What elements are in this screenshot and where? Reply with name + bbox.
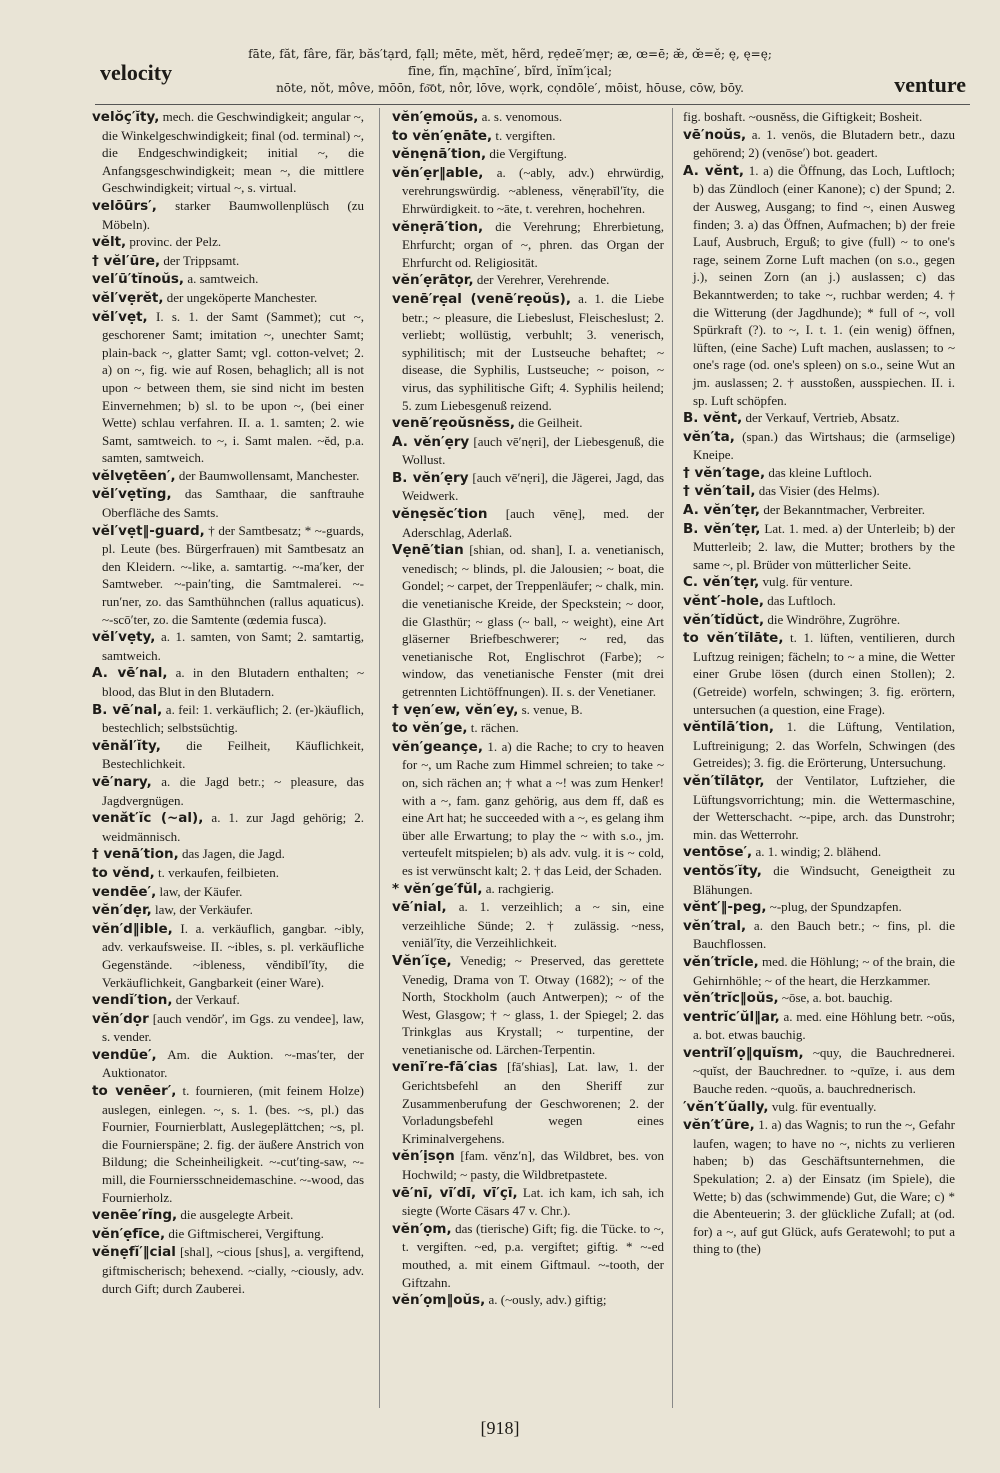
dictionary-entry [92, 883, 364, 902]
dictionary-entry [683, 520, 955, 574]
headword: vĕn′ẹr‖able, [392, 164, 484, 181]
dictionary-entry [683, 464, 955, 483]
definition-text: die Vergiftung. [489, 146, 567, 162]
headword: vĕnt′-hole, [683, 593, 764, 610]
headword: † vĕl′ūre, [92, 252, 161, 269]
definition-text: 1. die Lüftung, Ventilation, Luftreinigung; 2. das Worfeln, Schwingen (des Getreides); 3. fig. die Erörterung, Untersuchung. [693, 719, 955, 771]
definition-text: [shian, od. shan], I. a. venetianisch, venedisch; ~ blinds, pl. die Jalousien; ~ boat, die Gondel; ~ carpet, der Treppenläufer; ~ chalk, min. die venetianische Kreide, der Speckstein; ~ door, die Glasthür; ~ glass (~ ball, ~ weight), eine Art gläserner Briefbeschwerer; ~ red, das venetianische Rot, Englischrot (Farbe); ~ window, das venetianische Fenster (mit drei getrennten Lichtöffnungen). II. s. der Venetianer. [402, 542, 664, 699]
definition-text: ~-plug, der Spundzapfen. [769, 899, 902, 915]
definition-text: I. s. 1. der Samt (Sammet); cut ~, geschorener Samt; imitation ~, unechter Samt; plain-back ~, glatter Samt; vgl. cotton-velvet; 2. a) on ~, fig. wie auf Rosen, behaglich; all is not upon ~ between them, sie sind nicht im besten Einvernehmen; b) sl. to be upon ~, (bei einer Wette) schlau verfahren. II. a. 1. samten; 2. wie Samt, samtweich. to ~, i. Samt malen. ~ĕd, p.a. samten, samtweich. [102, 308, 364, 466]
headword: * vĕn′ge′fŭl, [392, 880, 483, 897]
definition-text: vulg. für eventually. [771, 1098, 877, 1114]
headword: B. vē′nal, [92, 701, 163, 718]
headword: vĕnẹfĭ′‖cial [92, 1244, 176, 1261]
definition-text: a. 1. windig; 2. blähend. [755, 844, 882, 860]
dictionary-entry [683, 1116, 955, 1258]
dictionary-entry [683, 162, 955, 409]
headword: vĕnẹsĕc′tion [392, 506, 488, 523]
dictionary-entry [92, 845, 364, 864]
headword: vē′noŭs, [683, 126, 747, 143]
definition-text: das Samthaar, die sanftrauhe Oberfläche des Samts. [102, 486, 364, 521]
headword: vĕn′trĭcle, [683, 953, 759, 970]
headword: vĕn′ẹfīce, [92, 1225, 166, 1242]
definition-text: (span.) das Wirtshaus; die (armselige) Kneipe. [693, 428, 955, 463]
dictionary-entry [392, 1184, 664, 1220]
headword: venī′re-fā′cias [392, 1059, 498, 1076]
headword: Vẹnē′tian [392, 542, 464, 559]
headword: vĕnt′‖-peg, [683, 899, 767, 916]
definition-text: das Luftloch. [767, 593, 836, 609]
definition-text: s. venue, B. [521, 701, 583, 717]
headword: vĕn′dẹr, [92, 902, 152, 919]
definition-text: die ausgelegte Arbeit. [180, 1207, 294, 1223]
definition-text: fig. boshaft. ~ousnĕss, die Giftigkeit; Bosheit. [683, 109, 923, 124]
definition-text: a. in den Blutadern enthalten; ~ blood, das Blut in den Blutadern. [102, 665, 364, 699]
headword: A. vē′nal, [92, 665, 168, 682]
definition-text: a. (~ously, adv.) giftig; [488, 1292, 607, 1308]
definition-text: a. 1. die Liebe betr.; ~ pleasure, die Liebeslust, Fleischeslust; 2. verliebt; wollüstig, verbuhlt; 3. venerisch, syphilitisch; mit der Lustseuche behaftet; ~ disease, die Syphilis, Lustseuche; ~ poison, ~ virus, das syphilitische Gift; 4. Syphilis heilend; 5. zum Liebesgenuß reizend. [402, 290, 664, 413]
dictionary-entry [92, 252, 364, 271]
dictionary-entry [683, 718, 955, 772]
headword: velŏç′ĭty, [92, 109, 160, 125]
definition-text: † der Samtbesatz; * ~-guards, pl. Leute (bes. Bürgerfrauen) mit Samtbesatz an den Kleidern. ~-like, a. samtartig. ~-ma′ker, der Samtweber. ~-pain′ting, die Samtmalerei. ~-run′ner, zo. das Samthühnchen (rallus aquaticus). ~-scō′ter, zo. die Samtente (œdemia fusca). [102, 522, 364, 627]
headword: vĕnẹnā′tion, [392, 146, 487, 163]
definition-text: die Windsucht, Geneigtheit zu Blähungen. [693, 862, 955, 897]
definition-text: das Visier (des Helms). [758, 483, 880, 499]
headword: A. vĕnt, [683, 162, 745, 179]
headword: vĕl′vẹrĕt, [92, 289, 164, 306]
definition-text: der Verehrer, Verehrende. [476, 272, 610, 288]
definition-text: [auch vē′nẹri], der Liebesgenuß, die Wollust. [402, 433, 664, 468]
pronunciation-key-line: fāte, făt, fâre, fär, băs′tạrd, fạll; mēte, mĕt, hẽrd, rẹdeē′mẹr; æ, œ=ē; æ̆, œ̆=ĕ; ę, ę=ę; [248, 47, 772, 61]
definition-text: 1. a) die Rache; to cry to heaven for ~, um Rache zum Himmel schreien; to take ~ on, sich rächen an; † what a ~! was zum Henker! with a ~, fam. ganz gehörig, aus dem ff, daß es eine Art hat; he succeeded with a ~, es gelang ihm über alle Erwartung; to play the ~ with s.o., jm. verteufelt mitspielen; b) als adv. vulg. it is ~ cold, es ist verwünscht kalt; 2. † das Leid, der Schaden. [402, 738, 664, 878]
definition-text: t. vergiften. [495, 127, 556, 143]
headword: vĕl′vẹt, [92, 308, 148, 325]
dictionary-entry [92, 628, 364, 664]
dictionary-entry [683, 409, 955, 428]
dictionary-entry [392, 898, 664, 952]
headword: vē′nī, vī′dī, vī′çī, [392, 1184, 518, 1201]
header-rule [95, 104, 970, 105]
definition-text: die Windröhre, Zugröhre. [767, 611, 901, 627]
column-divider [379, 108, 380, 1408]
headword: † venā′tion, [92, 846, 179, 863]
definition-text: [shal], ~cious [shus], a. vergiftend, giftmischerisch; behexend. ~cially, ~ciously, adv. durch Gift; durch Zauberei. [102, 1244, 364, 1296]
page-number: [918] [480, 1418, 520, 1438]
dictionary-entry [683, 843, 955, 862]
dictionary-entry [92, 1082, 364, 1206]
headword: B. vĕn′tẹr, [683, 520, 761, 537]
headword: vĕlvẹtēen′, [92, 467, 176, 484]
definition-text: vulg. für venture. [762, 574, 853, 590]
headword: venē′rẹal (venē′rẹoŭs), [392, 290, 571, 307]
definition-text: a. (~ably, adv.) ehrwürdig, verehrungswürdig. ~ableness, vĕnẹrabĭl′ĭty, die Ehrwürdigkeit. to ~āte, t. verehren, hochehren. [402, 164, 664, 216]
definition-text: die Verehrung; Ehrerbietung, Ehrfurcht; organ of ~, phren. das Organ der Ehrfurcht od. Religiosität. [402, 218, 664, 270]
definition-text: die Feilheit, Käuflichkeit, Bestechlichkeit. [102, 737, 364, 772]
headword: A. vĕn′tẹr, [683, 502, 761, 519]
dictionary-entry [683, 611, 955, 630]
dictionary-entry [683, 862, 955, 898]
definition-text: starker Baumwollenplüsch (zu Möbeln). [102, 197, 364, 232]
dictionary-entry [683, 898, 955, 917]
headword: venēe′rĭng, [92, 1207, 178, 1224]
headword: vĕn′tĭdŭct, [683, 611, 765, 628]
definition-text: I. a. verkäuflich, gangbar. ~ibly, adv. verkaufsweise. II. ~ibles, s. pl. verkäufliche Gegenstände. ~ibleness, vĕndibĭl′ĭty, die Verkäuflichkeit, Gangbarkeit (einer Ware). [102, 920, 364, 990]
definition-text: a. 1. samten, von Samt; 2. samtartig, samtweich. [102, 629, 364, 663]
definition-text: a. feil: 1. verkäuflich; 2. (er-)käuflich, bestechlich; selbstsüchtig. [102, 701, 364, 736]
dictionary-entry [92, 1206, 364, 1225]
dictionary-entry [392, 719, 664, 738]
definition-text: 1. a) das Wagnis; to run the ~, Gefahr laufen, wagen; to have no ~, nichts zu verlieren haben; b) das Geschäftsunternehmen, die Spekulation; 2. a) der Einsatz (im Spiele), die Wette; b) das (schwimmende) Gut, die Ware; c) * die Abenteuerin; 3. der glückliche Zufall; at (od. for) a ~, auf gut Glück, aufs Geratewohl; to put a thing to (the) [693, 1117, 955, 1257]
definition-text: t. rächen. [470, 720, 519, 736]
dictionary-entry [392, 271, 664, 290]
headword: vendēe′, [92, 883, 157, 900]
headword: ventrĭc′ŭl‖ar, [683, 1008, 780, 1025]
definition-text: das (tierische) Gift; fig. die Tücke. to ~, t. vergiften. ~ed, p.a. vergiftet; giftig. * ~-ed mouthed, a. mit einem Giftmaul. ~-tooth, der Giftzahn. [402, 1220, 664, 1290]
definition-text: a. die Jagd betr.; ~ pleasure, das Jagdvergnügen. [102, 773, 364, 808]
dictionary-entry [392, 290, 664, 414]
definition-text: [auch vendŏr′, im Ggs. zu vendee], law, s. vender. [102, 1010, 364, 1045]
definition-text: provinc. der Pelz. [129, 234, 222, 250]
column-3 [683, 108, 955, 1408]
dictionary-entry [392, 1220, 664, 1291]
headword: vĕn′geançe, [392, 738, 483, 755]
pronunciation-key [230, 46, 790, 97]
definition-text: Lat. 1. med. a) der Unterleib; b) der Mutterleib; 2. law, die Mutter; brothers by the same ~, pl. Brüder von mütterlicher Seite. [693, 520, 955, 572]
dictionary-entry [392, 880, 664, 899]
column-1 [92, 108, 364, 1408]
headword: vĕn′tĭlātọr, [683, 772, 765, 789]
dictionary-entry [683, 428, 955, 464]
dictionary-entry [683, 953, 955, 989]
definition-text: Lat. ich kam, ich sah, ich siegte (Worte Cäsars 47 v. Chr.). [402, 1184, 664, 1219]
definition-text: der Verkauf, Vertrieb, Absatz. [745, 410, 900, 426]
headword: B. vĕnt, [683, 410, 743, 427]
definition-text: ~ōse, a. bot. bauchig. [781, 990, 893, 1006]
dictionary-entry [92, 108, 364, 197]
headword: vĕn′ịsọn [392, 1148, 455, 1165]
definition-text: der Ventilator, Luftzieher, die Lüftungsvorrichtung; min. die Wettermaschine, der Wetterschacht. ~-pipe, arch. das Dunstrohr; min. das Wetterrohr. [693, 772, 955, 842]
definition-text: a. med. eine Höhlung betr. ~oŭs, a. bot. etwas bauchig. [693, 1008, 955, 1043]
definition-text: das kleine Luftloch. [768, 464, 872, 480]
headword: vĕl′vẹtĭng, [92, 486, 172, 503]
headword: to vĕn′ge, [392, 720, 468, 737]
pronunciation-key-line: fīne, fĭn, mạchīne′, bĩrd, ĭnĭm′ịcal; [407, 64, 613, 78]
dictionary-entry [92, 467, 364, 486]
dictionary-entry [92, 901, 364, 920]
headword: vĕn′t′ūre, [683, 1117, 755, 1134]
dictionary-entry [92, 991, 364, 1010]
dictionary-entry [683, 1008, 955, 1044]
headword: vĕn′d‖ible, [92, 920, 173, 937]
definition-text: mech. die Geschwindigkeit; angular ~, die Winkelgeschwindigkeit; final (od. terminal) ~, die Endgeschwindigkeit; initial ~, die Anfangsgeschwindigkeit; mean ~, die mittlere Geschwindigkeit; virtual ~, s. virtual. [102, 109, 364, 196]
definition-text: Venedig; ~ Preserved, das gerettete Venedig, Drama von T. Otway (1682); ~ of the North, Stockholm (auch Antwerpen); ~ of the West, Glasgow; † ~ glass, 1. der Spiegel; 2. das Trinkglas aus Krystall; ~ turpentine, der venetianische od. Lärchen-Terpentin. [402, 952, 664, 1057]
headword: ventŏs′ĭty, [683, 862, 762, 879]
dictionary-entry [92, 773, 364, 809]
definition-text: der Trippsamt. [163, 252, 240, 268]
headword: to vĕn′tĭlāte, [683, 630, 784, 647]
dictionary-entry [392, 738, 664, 880]
dictionary-entry [392, 218, 664, 272]
headword: venăt′ĭc (~al), [92, 810, 204, 827]
headword: velōūrs′, [92, 197, 157, 214]
dictionary-entry [92, 809, 364, 845]
dictionary-entry [92, 1243, 364, 1297]
headword: vē′nial, [392, 899, 447, 916]
dictionary-entry [92, 1046, 364, 1082]
definition-text: a. samtweich. [187, 271, 259, 287]
headword: vendĭ′tion, [92, 992, 173, 1009]
definition-text: der Bekanntmacher, Verbreiter. [763, 502, 925, 518]
headword: vĕn′ẹrātọr, [392, 272, 474, 289]
headword: vĕn′ta, [683, 428, 735, 445]
dictionary-entry [683, 501, 955, 520]
dictionary-entry [392, 1147, 664, 1183]
left-guide-word: velocity [100, 60, 173, 85]
dictionary-entry [92, 864, 364, 883]
dictionary-entry [683, 772, 955, 843]
dictionary-entry [683, 1098, 955, 1117]
headword: vĕn′ọm, [392, 1220, 452, 1237]
headword: to venēer′, [92, 1083, 177, 1100]
dictionary-entry [92, 737, 364, 773]
headword: vĕnẹrā′tion, [392, 218, 484, 235]
dictionary-entry [392, 505, 664, 541]
dictionary-entry [392, 952, 664, 1059]
dictionary-entry [92, 233, 364, 252]
dictionary-entry [392, 127, 664, 146]
dictionary-entry [92, 1225, 364, 1244]
definition-text: a. s. venomous. [481, 109, 563, 124]
dictionary-entry [92, 308, 364, 467]
headword: vĕn′tral, [683, 917, 747, 934]
definition-text: [auch vē′nẹri], die Jägerei, Jagd, das Weidwerk. [402, 469, 664, 504]
definition-text: a. rachgierig. [485, 880, 554, 896]
headword: vĕl′vẹt‖-guard, [92, 522, 205, 539]
headword: C. vĕn′tẹr, [683, 574, 760, 591]
headword: † vẹn′ew, vĕn′ey, [392, 701, 519, 718]
headword: vĕntĭlā′tion, [683, 719, 775, 736]
dictionary-entry [683, 592, 955, 611]
headword: vel′ū′tĭnoŭs, [92, 271, 185, 288]
headword: vē′nary, [92, 773, 152, 790]
headword: B. vĕn′ẹry [392, 469, 469, 486]
headword: vĕl′vẹty, [92, 629, 156, 646]
dictionary-entry [683, 573, 955, 592]
dictionary-entry [92, 522, 364, 629]
pronunciation-key-line: nōte, nŏt, môve, mōōn, fo͝ot, nôr, lōve, wọrk, cọndōle′, mōist, hōuse, cōw, bōy. [276, 81, 744, 95]
definition-text: die Geilheit. [518, 415, 583, 431]
dictionary-entry [392, 1291, 664, 1310]
dictionary-entry [92, 920, 364, 991]
definition-text: das Jagen, die Jagd. [182, 846, 285, 862]
headword: Vĕn′ĭçe, [392, 952, 452, 969]
headword: ventrĭl′ọ‖quĭsm, [683, 1044, 804, 1061]
definition-text: [fam. vĕnz′n], das Wildbret, bes. von Hochwild; ~ pasty, die Wildbretpastete. [402, 1148, 664, 1183]
definition-text: a. 1. verzeihlich; a ~ sin, eine verzeihliche Sünde; 2. † zulässig. ~ness, veniăl′ĭty, die Verzeihlichkeit. [402, 899, 664, 951]
dictionary-entry [392, 1058, 664, 1147]
dictionary-entry [92, 485, 364, 521]
headword: vĕn′ọm‖oŭs, [392, 1292, 486, 1309]
dictionary-entry [683, 1044, 955, 1098]
dictionary-entry [683, 126, 955, 162]
definition-text: med. die Höhlung; ~ of the brain, die Gehirnhöhle; ~ of the heart, die Herzkammer. [693, 953, 955, 988]
dictionary-entry [392, 701, 664, 720]
dictionary-entry [392, 414, 664, 433]
definition-text: law, der Käufer. [159, 883, 243, 899]
definition-text: t. fournieren, (mit feinem Holze) auslegen, einlegen. ~, s. 1. (bes. ~s, pl.) das Fournier, Fournierblatt, Auslegeplättchen; ~s, pl. die Fournierspäne; 2. fig. der äußere Anstrich von Bildung; die Scheinheiligkeit. ~-cut′ting-saw, ~-mill, die Fourniersschneidemaschine. ~-wood, das Fournierholz. [102, 1083, 364, 1205]
headword: † vĕn′tage, [683, 464, 766, 481]
dictionary-entry [392, 541, 664, 700]
definition-text: die Giftmischerei, Vergiftung. [168, 1225, 324, 1241]
dictionary-entry [392, 145, 664, 164]
definition-text: law, der Verkäufer. [155, 902, 253, 918]
dictionary-entry [92, 289, 364, 308]
headword: ′vĕn′t′ŭally, [683, 1098, 769, 1115]
definition-text: t. 1. lüften, ventilieren, durch Luftzug reinigen; fächeln; to ~ a mine, die Wetter einer Grube lösen (durch einen Stollen); 2. (Getreide) worfeln, schwingen; 3. fig. erörtern, untersuchen (a question, eine Frage). [693, 630, 955, 717]
column-divider [672, 108, 673, 1408]
definition-text: [fā′shias], Lat. law, 1. der Gerichtsbefehl an den Sheriff zur Zusammenberufung der Geschworenen; 2. der Vorladungsbefehl wegen eines Kriminalvergehens. [402, 1059, 664, 1146]
right-guide-word: venture [894, 72, 966, 97]
headword: vĕlt, [92, 234, 127, 251]
dictionary-entry [92, 197, 364, 233]
headword: vēnăl′ĭty, [92, 737, 161, 754]
definition-text: a. den Bauch betr.; ~ fins, pl. die Bauchflossen. [693, 917, 955, 952]
dictionary-entry [683, 482, 955, 501]
definition-text: der Baumwollensamt, Manchester. [178, 467, 360, 483]
headword: to vĕn′ẹnāte, [392, 127, 493, 144]
dictionary-entry [683, 917, 955, 953]
column-2 [392, 108, 664, 1408]
dictionary-entry [683, 989, 955, 1008]
headword: vendūe′, [92, 1046, 157, 1063]
definition-text: ~quy, die Bauchrednerei. ~quĭst, der Bauchredner. to ~quīze, i. aus dem Bauche reden. ~quoŭs, a. bauchrednerisch. [693, 1044, 955, 1097]
dictionary-entry [392, 433, 664, 469]
headword: venē′rẹoŭsnĕss, [392, 415, 515, 432]
headword: ventōse′, [683, 844, 753, 861]
dictionary-entry [392, 469, 664, 505]
definition-text: t. verkaufen, feilbieten. [158, 864, 279, 880]
definition-text: a. 1. venös, die Blutadern betr., dazu gehörend; 2) (venōse′) bot. geadert. [693, 126, 955, 161]
dictionary-entry [92, 270, 364, 289]
dictionary-entry [92, 701, 364, 737]
headword: † vĕn′tail, [683, 483, 756, 500]
definition-text: Am. die Auktion. ~-mas′ter, der Auktionator. [102, 1046, 364, 1081]
definition-text: 1. a) die Öffnung, das Loch, Luftloch; b) das Zündloch (einer Kanone); c) der Spund; 2. der Ausweg, Ausgang; to find ~, einen Ausweg finden; 3. a) das Öffnen, Aufmachen; b) der freie Lauf, Ausbruch, Erguß; to give (full) ~ to one's rage, seinem Zorne Luft machen (on s.o., gegen j.), seinen Zorn (an j.) auslassen; c) das Bekanntwerden; to take ~, ruchbar werden; 4. † die Witterung (der Jagdhunde); * full of ~, voll Spürkraft (?). to ~, I. t. 1. (ein wenig) öffnen, lüften, (eine Sache) Luft machen, auslassen; to ~ one's rage (od. one's spleen) on s.o., seine Wut an jm. auslassen; 2. † ausstoßen, ausspiechen. II. i. sp. Luft schöpfen. [693, 162, 955, 408]
headword: vĕn′trĭc‖oŭs, [683, 990, 779, 1007]
dictionary-entry [392, 108, 664, 127]
dictionary-entry [392, 164, 664, 218]
definition-text: a. 1. zur Jagd gehörig; 2. weidmännisch. [102, 810, 364, 844]
headword: A. vĕn′ẹry [392, 433, 470, 450]
headword: to vĕnd, [92, 864, 155, 881]
dictionary-entry [92, 664, 364, 700]
definition-text: der ungeköperte Manchester. [166, 289, 318, 305]
definition-text: der Verkauf. [175, 992, 240, 1008]
definition-text: [auch vēnẹ], med. der Aderschlag, Aderlaß. [402, 506, 664, 540]
dictionary-entry [683, 108, 955, 126]
headword: vĕn′ẹmoŭs, [392, 109, 479, 125]
headword: vĕn′dọr [92, 1010, 149, 1027]
dictionary-entry [683, 629, 955, 718]
dictionary-entry [92, 1010, 364, 1046]
